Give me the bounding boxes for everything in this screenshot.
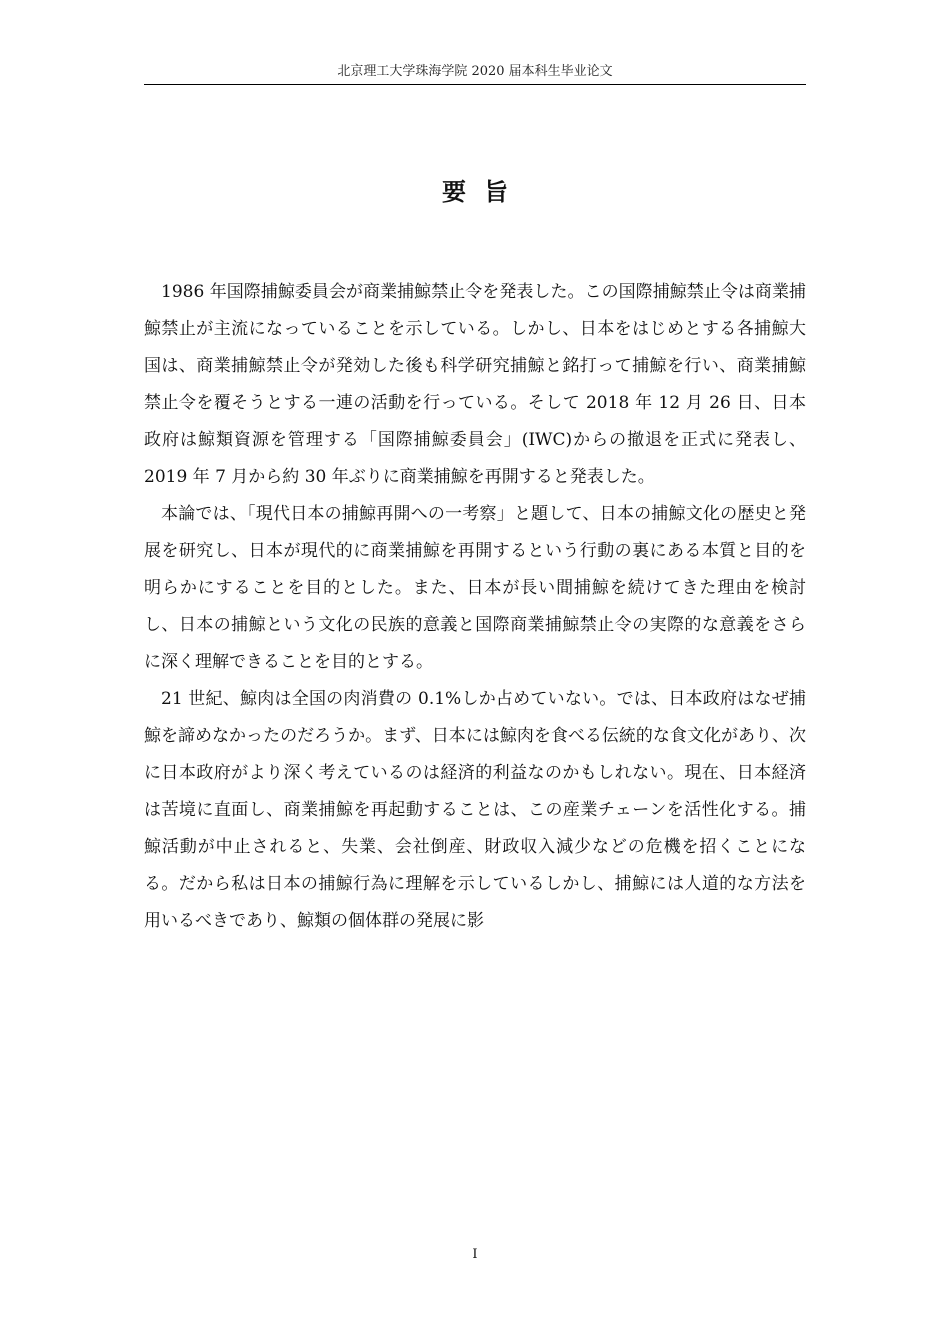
abstract-body (144, 274, 806, 1214)
paragraph-1: 1986 年国際捕鯨委員会が商業捕鯨禁止令を発表した。この国際捕鯨禁止令は商業捕鯨禁止が主流になっていることを示している。しかし、日本をはじめとする各捕鯨大国は、商業捕鯨禁止令が発効した後も科学研究捕鯨と銘打って捕鯨を行い、商業捕鯨禁止令を覆そうとする一連の活動を行っている。そして 2018 年 12 月 26 日、日本政府は鯨類資源を管理する「国際捕鯨委員会」(IWC)からの撤退を正式に発表し、2019 年 7 月から約 30 年ぶりに商業捕鯨を再開すると発表した。 (144, 282, 806, 487)
paragraph-2: 本論では、「現代日本の捕鯨再開への一考察」と題して、日本の捕鯨文化の歴史と発展を研究し、日本が現代的に商業捕鯨を再開するという行動の裏にある本質と目的を明らかにすることを目的とした。また、日本が長い間捕鯨を続けてきた理由を検討し、日本の捕鯨という文化の民族的意義と国際商業捕鯨禁止令の実際的な意義をさらに深く理解できることを目的とする。 (144, 504, 806, 672)
page-number: I (472, 1247, 478, 1262)
running-header: 北京理工大学珠海学院 2020 届本科生毕业论文 (144, 62, 806, 85)
paragraph-3: 21 世紀、鯨肉は全国の肉消費の 0.1%しか占めていない。では、日本政府はなぜ捕鯨を諦めなかったのだろうか。まず、日本には鯨肉を食べる伝統的な食文化があり、次に日本政府がより深く考えているのは経済的利益なのかもしれない。現在、日本経済は苦境に直面し、商業捕鯨を再起動することは、この産業チェーンを活性化する。捕鯨活動が中止されると、失業、会社倒産、財政収入減少などの危機を招くことになる。だから私は日本の捕鯨行為に理解を示しているしかし、捕鯨には人道的な方法を用いるべきであり、鯨類の個体群の発展に影 (144, 689, 806, 931)
page-title: 要旨 (442, 177, 526, 206)
